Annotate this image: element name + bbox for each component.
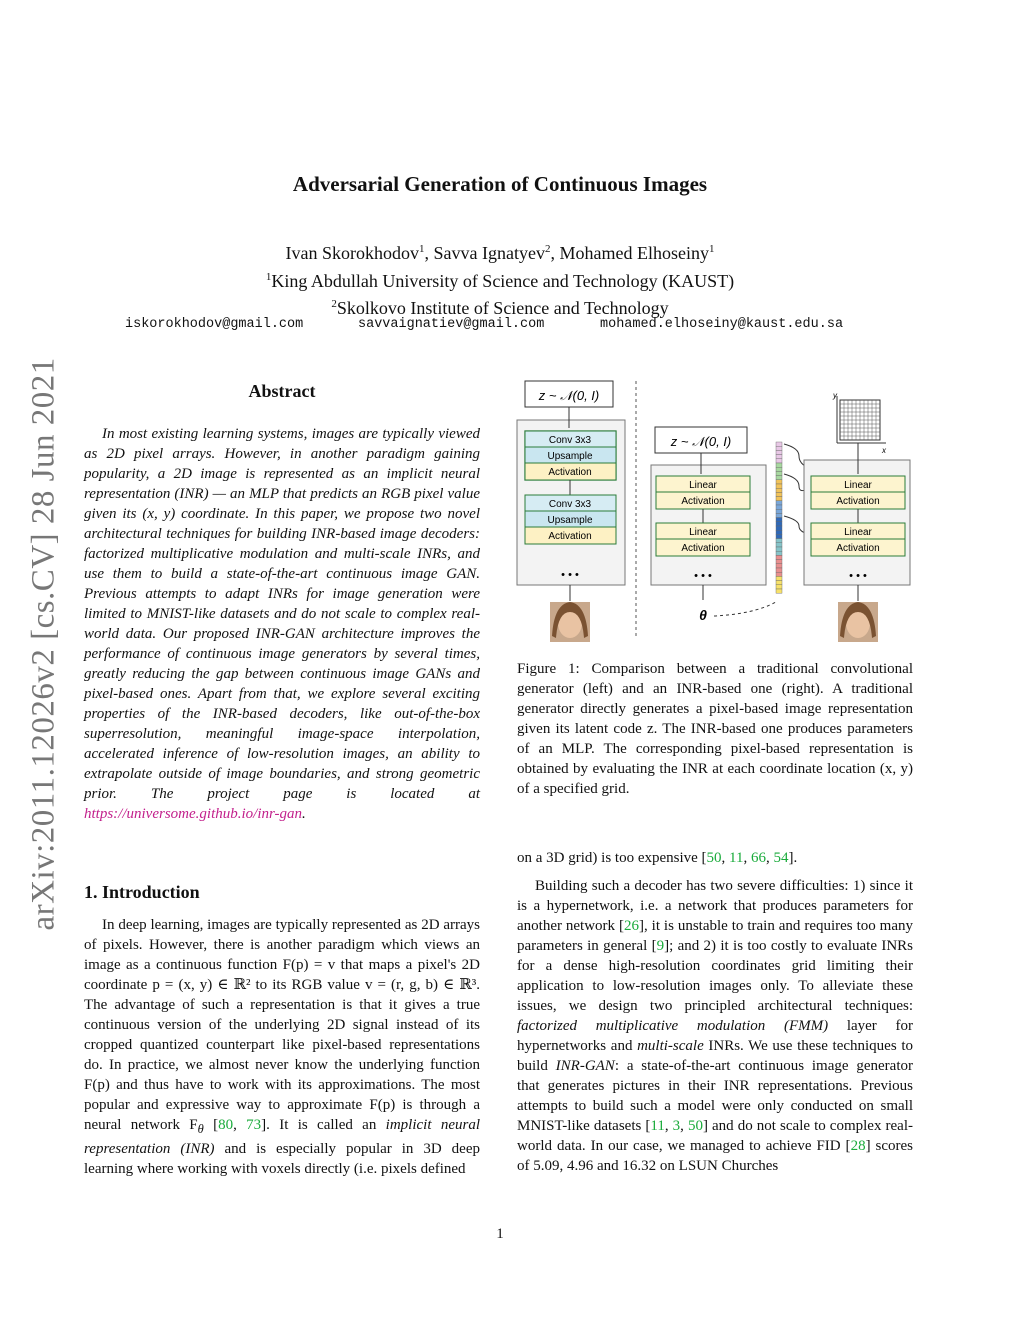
vector-cell: [776, 539, 782, 543]
dots: • • •: [694, 570, 712, 582]
vector-cell: [776, 585, 782, 589]
axis-x-label: x: [882, 446, 886, 455]
abstract-heading: Abstract: [248, 381, 316, 401]
sep: ,: [664, 1118, 673, 1134]
project-link[interactable]: https://universome.github.io/inr-gan: [84, 806, 303, 822]
affil-sup: 1: [265, 270, 272, 283]
citation-link[interactable]: 28: [850, 1138, 866, 1154]
vector-cell: [776, 522, 782, 526]
face-output-left: [550, 602, 590, 642]
conv-block-1: [525, 431, 616, 480]
citation-link[interactable]: 54: [773, 850, 789, 866]
vector-cell: [776, 505, 782, 509]
email: iskorokhodov@gmail.com: [125, 317, 304, 332]
intro-emphasis: implicit neural representation (INR): [84, 1117, 480, 1157]
intro-text: ]. It is called an: [261, 1117, 386, 1133]
arxiv-watermark: arXiv:2011.12026v2 [cs.CV] 28 Jun 2021: [25, 357, 62, 931]
vector-cell: [776, 534, 782, 538]
upsample-label: Upsample: [547, 515, 593, 526]
vector-cell: [776, 576, 782, 580]
vector-cell: [776, 572, 782, 576]
latent-label-right: z ~ 𝒩(0, I): [670, 434, 732, 449]
intro-paragraph: [84, 915, 480, 1179]
email: mohamed.elhoseiny@kaust.edu.sa: [600, 317, 844, 332]
emphasis: factorized multiplicative modulation (FMM): [517, 1018, 829, 1034]
citation-link[interactable]: 50: [687, 1118, 703, 1134]
linear-label: Linear: [844, 527, 872, 538]
vector-cell: [776, 488, 782, 492]
vector-cell: [776, 446, 782, 450]
vector-cell: [776, 463, 782, 467]
author-name: Savva Ignatyev: [433, 243, 545, 263]
bracket: [: [203, 1117, 219, 1133]
vector-cell: [776, 551, 782, 555]
text: layer for hypernetworks and: [517, 1018, 914, 1054]
text: ] scores of 5.09, 4.96 and 16.32 on LSUN Churches: [517, 1138, 913, 1174]
affil-sup: 2: [331, 298, 337, 310]
figure-caption: Figure 1: Comparison between a traditional convolutional generator (left) and an INR-based one (right). A traditional generator directly generates a pixel-based image representation given its latent code z. The INR-based one produces parameters of an MLP. The corresponding pixel-based representation is obtained by evaluating the INR at each coordinate location (x, y) of a specified grid.: [517, 661, 913, 797]
author-name: Mohamed Elhoseiny: [559, 243, 709, 263]
email: savvaignatiev@gmail.com: [358, 317, 545, 332]
text: Building such a decoder has two severe difficulties: 1) since it is a hypernetwork, i.e. a network that produces parameters for another network [: [517, 878, 913, 934]
hyper-linear-block-2: [656, 523, 750, 556]
vector-cell: [776, 560, 782, 564]
dots: • • •: [849, 570, 867, 582]
affiliation-text: Skolkovo Institute of Science and Technology: [336, 298, 669, 318]
vector-cell: [776, 513, 782, 517]
vector-cell: [776, 568, 782, 572]
text: : a state-of-the-art continuous image generator that generates pictures in their INR representations. Previous attempts to build such a model were only conducted on small MNIST-like datasets [: [517, 1058, 913, 1134]
intro-heading: 1. Introduction: [84, 882, 200, 902]
text: ]; and 2) it is too costly to evaluate INRs for a dense high-resolution coordinates grid limiting their application to low-resolution images only. To alleviate these issues, we design two principled architectural techniques:: [517, 938, 913, 1014]
abstract-text: [84, 424, 480, 824]
paper-title: Adversarial Generation of Continuous Images: [292, 172, 708, 196]
vector-cell: [776, 543, 782, 547]
vector-cell: [776, 471, 782, 475]
latent-label-left: z ~ 𝒩(0, I): [538, 388, 600, 403]
citation-link[interactable]: 80: [218, 1117, 234, 1133]
vector-cell: [776, 497, 782, 501]
vector-cell: [776, 530, 782, 534]
theta-arrow: [714, 602, 776, 616]
page-number: 1: [496, 1226, 504, 1242]
theta-sub: θ: [197, 1122, 204, 1136]
text: on a 3D grid) is too expensive [: [517, 850, 707, 866]
activation-label: Activation: [548, 531, 592, 542]
abstract-body: In most existing learning systems, images are typically viewed as 2D pixel arrays. However, in another paradigm gaining popularity, a 2D image is represented as an implicit neural representation (INR) — an MLP that predicts an RGB pixel value given its (x, y) coordinate. In this paper, we propose two novel architectural techniques for building INR-based image decoders: factorized multiplicative modulation and multi-scale INRs, and use them to build a state-of-the-art continuous image GAN. Previous attempts to adapt INRs for image generation were limited to MNIST-like datasets and do not scale to complex real-world data. Our proposed INR-GAN architecture improves the performance of continuous image generators by several times, greatly reducing the gap between continuous image GANs and pixel-based ones. Apart from that, we explore several exciting properties of the INR-based decoders, like out-of-the-box superresolution, meaningful image-space interpolation, accelerated inference of low-resolution images, an ability to extrapolate outside of image boundaries, and strong geometric prior. The project page is located at: [84, 426, 480, 802]
affil-sup: 2: [544, 243, 551, 255]
activation-label: Activation: [681, 496, 725, 507]
sep: ,: [743, 850, 751, 866]
text: ] and do not scale to complex real-world data. In our case, we managed to achieve FID [: [517, 1118, 913, 1154]
citation-link[interactable]: 3: [672, 1118, 681, 1134]
affil-sup: 1: [419, 243, 425, 255]
intro-text: and is especially popular in 3D deep learning where working with voxels directly (i.e. pixels defined: [84, 1141, 480, 1177]
text: ].: [788, 850, 798, 866]
upsample-label: Upsample: [547, 451, 593, 462]
emphasis: INR-GAN: [555, 1058, 615, 1074]
vector-cell: [776, 484, 782, 488]
citation-link[interactable]: 9: [656, 938, 665, 954]
intro-text: In deep learning, images are typically represented as 2D arrays of pixels. However, there is another paradigm which views an image as a continuous function F(p) = v that maps a pixel's 2D coordinate p = (x, y) ∈ ℝ² to its RGB value v = (r, g, b) ∈ ℝ³. The advantage of such a representation is that it gives a true continuous version of the underlying 2D signal instead of its cropped quantized counterpart like pixel-based representations do. In practice, we almost never know the underlying function F(p) and thus have to work with its approximations. The most popular and expressive way to approximate F(p) is through a neural network F: [84, 917, 480, 1133]
vector-cell: [776, 459, 782, 463]
conv-block-2: [525, 495, 616, 544]
emphasis: multi-scale: [637, 1038, 704, 1054]
linear-label: Linear: [689, 527, 717, 538]
vector-cell: [776, 467, 782, 471]
vector-cell: [776, 492, 782, 496]
abstract-end: .: [302, 806, 306, 822]
inr-linear-block-2: [811, 523, 905, 556]
activation-label: Activation: [548, 467, 592, 478]
figure-1-diagram: [514, 376, 914, 646]
vector-cell: [776, 455, 782, 459]
hyper-linear-block-1: [656, 476, 750, 509]
author-block: [0, 238, 1000, 321]
text: ], it is unstable to train and requires too many parameters in general [: [517, 918, 913, 954]
right-paragraph-2: [517, 876, 913, 1176]
citation-link[interactable]: 11: [650, 1118, 665, 1134]
citation-link[interactable]: 11: [729, 850, 744, 866]
vector-cell: [776, 526, 782, 530]
affiliation-text: King Abdullah University of Science and Technology (KAUST): [271, 270, 735, 291]
activation-label: Activation: [681, 543, 725, 554]
text: INRs. We use these techniques to build: [517, 1038, 913, 1074]
affil-sup: 1: [708, 243, 715, 255]
author-name: Ivan Skorokhodov: [285, 243, 420, 263]
affiliation-1: [0, 266, 1000, 294]
sep: ,: [721, 850, 730, 866]
conv-label: Conv 3x3: [548, 435, 592, 446]
inr-linear-block-1: [811, 476, 905, 509]
vector-cell: [776, 442, 782, 446]
vector-cell: [776, 450, 782, 454]
vector-cell: [776, 509, 782, 513]
vector-cell: [776, 581, 782, 585]
vector-cell: [776, 518, 782, 522]
vector-cell: [776, 501, 782, 505]
vector-cell: [776, 589, 782, 593]
linear-label: Linear: [689, 480, 717, 491]
citation-link[interactable]: 50: [706, 850, 722, 866]
citation-link[interactable]: 66: [751, 850, 766, 866]
vector-cell: [776, 555, 782, 559]
vector-cell: [776, 480, 782, 484]
right-continuation: [517, 848, 913, 868]
citation-link[interactable]: 26: [623, 918, 639, 934]
activation-label: Activation: [836, 543, 880, 554]
vector-cell: [776, 547, 782, 551]
author-line: Ivan Skorokhodov$^1$, Savva Ignatyev$^2$, Mohamed Elhoseiny$^1$: [285, 243, 715, 263]
sep: ,: [233, 1117, 247, 1133]
theta-label: θ: [699, 607, 707, 623]
sep: ,: [680, 1118, 688, 1134]
conv-label: Conv 3x3: [548, 499, 592, 510]
dots: • • •: [561, 569, 579, 581]
coordinate-grid: [832, 391, 887, 455]
vector-cell: [776, 476, 782, 480]
citation-link[interactable]: 73: [246, 1117, 262, 1133]
vector-cell: [776, 564, 782, 568]
activation-label: Activation: [836, 496, 880, 507]
sep: ,: [766, 850, 774, 866]
parameter-vector: [776, 442, 782, 593]
axis-y-label: y: [833, 391, 837, 400]
linear-label: Linear: [844, 480, 872, 491]
face-output-right: [838, 602, 878, 642]
